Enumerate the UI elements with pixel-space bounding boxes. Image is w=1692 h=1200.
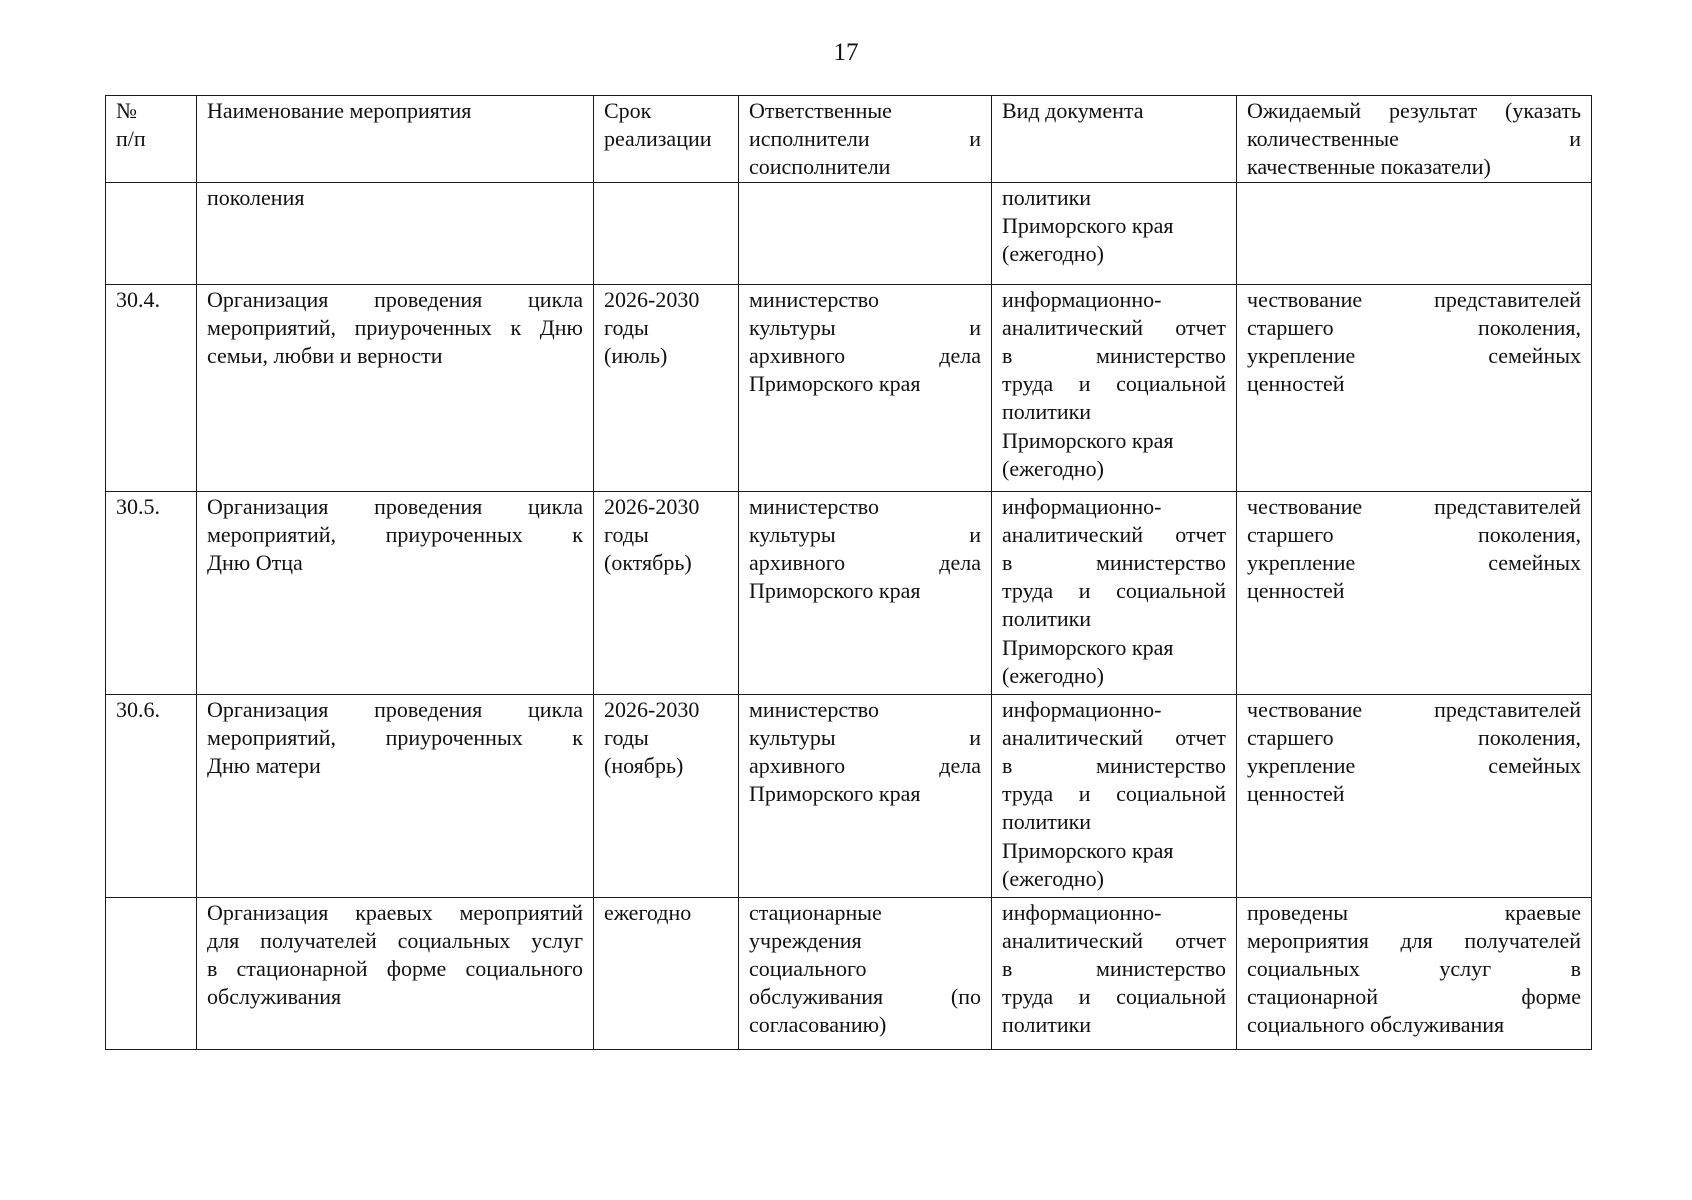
cell-text-line: информационно-	[1002, 696, 1162, 722]
page-number: 17	[833, 39, 859, 66]
cell-text-line: укрепление семейных	[1247, 550, 1581, 576]
cell-number	[106, 284, 197, 491]
cell-document-type	[992, 694, 1237, 897]
table-header-row	[106, 96, 1592, 183]
cell-document-type	[992, 182, 1237, 284]
cell-expected-result	[1237, 182, 1592, 284]
cell-number	[106, 96, 197, 183]
cell-text-line: (ежегодно)	[1002, 865, 1104, 891]
cell-text-line: 2026-2030	[604, 286, 700, 312]
cell-text-line: архивного дела	[749, 550, 981, 576]
table-row	[106, 284, 1592, 491]
cell-text-line: в стационарной форме социального	[207, 956, 583, 982]
cell-text-line: Приморского края	[1002, 427, 1174, 453]
cell-text-line: в министерство	[1002, 956, 1226, 982]
cell-text-line: стационарной форме	[1247, 984, 1581, 1010]
cell-text-line: (октябрь)	[604, 550, 692, 576]
cell-text-line: Организация краевых мероприятий	[207, 899, 583, 925]
cell-text-line: Организация проведения цикла	[207, 696, 583, 722]
cell-term	[594, 284, 739, 491]
cell-text-line: ценностей	[1247, 781, 1345, 807]
cell-text-line: обслуживания	[207, 984, 342, 1010]
cell-text-line: аналитический отчет	[1002, 724, 1226, 750]
cell-text-line: семьи, любви и верности	[207, 343, 443, 369]
cell-text-line: социального обслуживания	[1247, 1012, 1505, 1038]
cell-text-line: Вид документа	[1002, 98, 1144, 123]
cell-text-line: в министерство	[1002, 753, 1226, 779]
cell-text-line: Приморского края	[749, 781, 921, 807]
cell-text-line: укрепление семейных	[1247, 753, 1581, 779]
cell-text-line: реализации	[604, 126, 712, 152]
cell-text-line: труда и социальной	[1002, 371, 1226, 397]
cell-text-line: п/п	[116, 126, 146, 152]
cell-responsible	[739, 96, 992, 183]
cell-text-line: в министерство	[1002, 343, 1226, 369]
cell-text-line: политики	[1002, 1012, 1092, 1038]
cell-text-line: Ожидаемый результат (указать	[1247, 98, 1581, 123]
cell-text-line: мероприятий, приуроченных к	[207, 724, 583, 750]
cell-text-line: Организация проведения цикла	[207, 493, 583, 519]
cell-event-name	[197, 694, 594, 897]
cell-term	[594, 182, 739, 284]
cell-text-line: Приморского края	[1002, 837, 1174, 863]
cell-text-line: стационарные	[749, 899, 882, 925]
cell-text-line: министерство	[749, 696, 880, 722]
cell-text-line: в министерство	[1002, 550, 1226, 576]
cell-text-line: социального	[749, 956, 867, 982]
cell-text-line: учреждения	[749, 927, 862, 953]
cell-text-line: чествование представителей	[1247, 286, 1581, 312]
cell-text-line: аналитический отчет	[1002, 521, 1226, 547]
cell-text-line: ценностей	[1247, 578, 1345, 604]
cell-text-line: для получателей социальных услуг	[207, 927, 583, 953]
cell-text-line: министерство	[749, 493, 880, 519]
cell-event-name	[197, 96, 594, 183]
cell-text-line: поколения	[207, 184, 305, 210]
cell-term	[594, 491, 739, 694]
cell-text-line: ежегодно	[604, 899, 692, 925]
cell-text-line: старшего поколения,	[1247, 314, 1581, 340]
cell-text-line: (ежегодно)	[1002, 662, 1104, 688]
cell-document-type	[992, 491, 1237, 694]
cell-text-line: Приморского края	[749, 578, 921, 604]
cell-document-type	[992, 284, 1237, 491]
cell-text-line: политики	[1002, 184, 1092, 210]
cell-text-line: годы	[604, 521, 649, 547]
cell-text-line: культуры и	[749, 314, 981, 340]
cell-text-line: культуры и	[749, 724, 981, 750]
cell-text-line: труда и социальной	[1002, 578, 1226, 604]
table-row	[106, 694, 1592, 897]
cell-text-line: информационно-	[1002, 286, 1162, 312]
cell-number	[106, 182, 197, 284]
cell-event-name	[197, 897, 594, 1049]
cell-text-line: Приморского края	[1002, 634, 1174, 660]
cell-text-line: мероприятий, приуроченных к Дню	[207, 314, 583, 340]
cell-text-line: годы	[604, 314, 649, 340]
cell-event-name	[197, 284, 594, 491]
cell-text-line: старшего поколения,	[1247, 724, 1581, 750]
cell-expected-result	[1237, 491, 1592, 694]
cell-term	[594, 96, 739, 183]
cell-text-line: аналитический отчет	[1002, 314, 1226, 340]
cell-term	[594, 897, 739, 1049]
cell-text-line: культуры и	[749, 521, 981, 547]
cell-text-line: соисполнители	[749, 154, 891, 180]
cell-responsible	[739, 182, 992, 284]
cell-expected-result	[1237, 284, 1592, 491]
cell-text-line: Ответственные	[749, 98, 892, 123]
cell-text-line: №	[116, 98, 137, 123]
cell-document-type	[992, 96, 1237, 183]
cell-text-line: (ежегодно)	[1002, 455, 1104, 481]
cell-text-line: годы	[604, 724, 649, 750]
cell-text-line: старшего поколения,	[1247, 521, 1581, 547]
cell-text-line: Организация проведения цикла	[207, 286, 583, 312]
cell-text-line: (ноябрь)	[604, 753, 684, 779]
cell-responsible	[739, 897, 992, 1049]
cell-text-line: архивного дела	[749, 343, 981, 369]
cell-text-line: Срок	[604, 98, 652, 123]
cell-document-type	[992, 897, 1237, 1049]
cell-text-line: Дню Отца	[207, 550, 303, 576]
cell-text-line: социальных услуг в	[1247, 956, 1581, 982]
cell-text-line: укрепление семейных	[1247, 343, 1581, 369]
cell-event-name	[197, 182, 594, 284]
cell-term	[594, 694, 739, 897]
cell-text-line: 30.4.	[116, 286, 160, 312]
cell-text-line: согласованию)	[749, 1012, 887, 1038]
cell-expected-result	[1237, 694, 1592, 897]
cell-text-line: ценностей	[1247, 371, 1345, 397]
cell-number	[106, 491, 197, 694]
cell-text-line: качественные показатели)	[1247, 154, 1491, 180]
cell-text-line: министерство	[749, 286, 880, 312]
cell-text-line: Наименование мероприятия	[207, 98, 472, 123]
cell-text-line: исполнители и	[749, 126, 981, 152]
cell-text-line: (ежегодно)	[1002, 241, 1104, 267]
events-table	[105, 95, 1592, 1050]
cell-text-line: количественные и	[1247, 126, 1581, 152]
cell-text-line: 30.5.	[116, 493, 160, 519]
cell-responsible	[739, 491, 992, 694]
cell-text-line: 30.6.	[116, 696, 160, 722]
cell-text-line: труда и социальной	[1002, 781, 1226, 807]
cell-number	[106, 897, 197, 1049]
cell-text-line: политики	[1002, 399, 1092, 425]
cell-text-line: мероприятия для получателей	[1247, 927, 1581, 953]
cell-text-line: труда и социальной	[1002, 984, 1226, 1010]
cell-text-line: политики	[1002, 809, 1092, 835]
cell-text-line: чествование представителей	[1247, 493, 1581, 519]
cell-text-line: чествование представителей	[1247, 696, 1581, 722]
cell-number	[106, 694, 197, 897]
cell-responsible	[739, 694, 992, 897]
cell-text-line: информационно-	[1002, 493, 1162, 519]
table-row	[106, 491, 1592, 694]
cell-text-line: информационно-	[1002, 899, 1162, 925]
cell-text-line: 2026-2030	[604, 493, 700, 519]
cell-text-line: политики	[1002, 606, 1092, 632]
cell-text-line: Приморского края	[1002, 212, 1174, 238]
cell-text-line: мероприятий, приуроченных к	[207, 521, 583, 547]
cell-text-line: проведены краевые	[1247, 899, 1581, 925]
cell-text-line: (июль)	[604, 343, 668, 369]
cell-responsible	[739, 284, 992, 491]
table-row	[106, 182, 1592, 284]
cell-text-line: Приморского края	[749, 371, 921, 397]
cell-expected-result	[1237, 897, 1592, 1049]
cell-text-line: 2026-2030	[604, 696, 700, 722]
cell-text-line: аналитический отчет	[1002, 927, 1226, 953]
cell-expected-result	[1237, 96, 1592, 183]
table-row	[106, 897, 1592, 1049]
cell-text-line: архивного дела	[749, 753, 981, 779]
cell-text-line: Дню матери	[207, 753, 321, 779]
cell-text-line: обслуживания (по	[749, 984, 981, 1010]
cell-event-name	[197, 491, 594, 694]
